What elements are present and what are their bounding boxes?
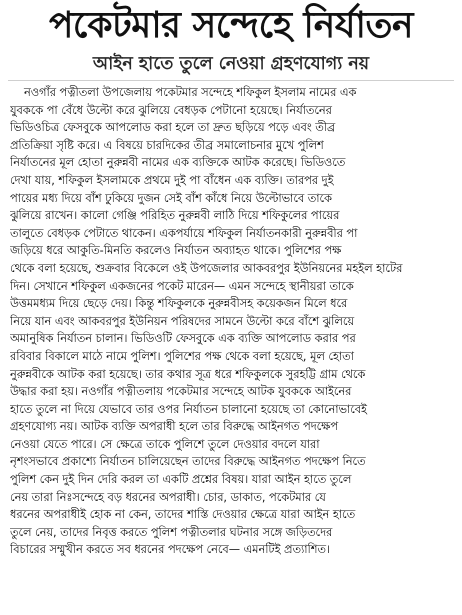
body-line: নির্যাতনের মূল হোতা নুরুন্নবী নামের এক ব্যক্তিকে আটক করেছে। ভিডিওতে [10,156,346,170]
body-line: থেকে বলা হয়েছে, শুক্রবার বিকেলে ওই উপজেলার আকবরপুর ইউনিয়নের মহইল হাটের [10,261,403,275]
body-line: উদ্ধার করা হয়। নওগাঁর পত্নীতলায় পকেটমার সন্দেহে আটক যুবককে আইনের [10,385,352,399]
body-line: নওগাঁর পত্নীতলা উপজেলায় পকেটমার সন্দেহে শফিকুল ইসলাম নামের এক [24,86,357,99]
body-line: দেখা যায়, শফিকুল ইসলামকে প্রথমে দুই পা বাঁধেন এক ব্যক্তি। তারপর দুই [10,173,334,187]
divider [8,80,454,81]
body-line: রবিবার বিকালে মাঠে নামে পুলিশ। পুলিশের পক্ষ থেকে বলা হয়েছে, মূল হোতা [10,349,354,363]
body-line: নিয়ে যান এবং আকবরপুর ইউনিয়ন পরিষদের সামনে উল্টো করে বাঁশে ঝুলিয়ে [10,314,355,328]
body-line: ধরনের অপরাধীই হোক না কেন, তাদের শাস্তি দেওয়ার ক্ষেত্রে যারা আইন হাতে [10,508,356,522]
body-line: নেওয়া যেতে পারে। সে ক্ষেত্রে তাকে পুলিশে তুলে দেওয়ার বদলে যারা [10,437,320,451]
headline: পকেটমার সন্দেহে নির্যাতন [49,5,413,46]
body-line: জড়িয়ে ধরে আকুতি-মিনতি করলেও নির্যাতন অব্যাহত থাকে। পুলিশের পক্ষ [10,244,342,258]
body-line: যুবককে পা বেঁধে উল্টো করে ঝুলিয়ে বেধড়ক পেটানো হয়েছে। নির্যাতনের [10,103,332,117]
body-line: নুরুন্নবীকে আটক করা হয়েছে। তার কথার সূত্র ধরে শফিকুলকে সুরহট্টি গ্রাম থেকে [10,367,366,381]
body-line: নৃশংসভাবে প্রকাশ্যে নির্যাতন চালিয়েছেন তাদের বিরুদ্ধে আইনগত পদক্ষেপ নিতে [10,455,366,469]
body-line: উত্তমমধ্যম দিয়ে ছেড়ে দেয়। কিন্তু শফিকুলকে নুরুন্নবীসহ কয়েকজন মিলে ধরে [10,297,348,311]
body-line: পুলিশ কেন দুই দিন দেরি করল তা একটি প্রশ্নের বিষয়। যারা আইন হাতে তুলে [10,473,352,487]
body-line: ঝুলিয়ে রাখেন। কালো গেঞ্জি পরিহিত নুরুন্নবী লাঠি দিয়ে শফিকুলের পায়ের [10,209,340,223]
body-line: নেয় তারা নিঃসন্দেহে বড় ধরনের অপরাধী। চোর, ডাকাত, পকেটমার যে [10,490,326,504]
body-line: তুলে নেয়, তাদের নিবৃত্ত করতে পুলিশ পত্নীতলার ঘটনার সঙ্গে জড়িতদের [10,525,333,539]
body-line: গ্রহণযোগ্য নয়। আটক ব্যক্তি অপরাধী হলে তার বিরুদ্ধে আইনগত পদক্ষেপ [10,420,339,434]
body-line: অমানুষিক নির্যাতন চালান। ভিডিওটি ফেসবুকে এক ব্যক্তি আপলোড করার পর [10,332,356,346]
article-body [10,84,452,559]
body-line: পায়ের মধ্য দিয়ে বাঁশ ঢুকিয়ে দুজন সেই বাঁশ কাঁধে নিয়ে উল্টোভাবে তাকে [10,191,332,205]
body-line: তালুতে বেধড়ক পেটাতে থাকেন। একপর্যায়ে শফিকুল নির্যাতনকারী নুরুন্নবীর পা [10,226,358,240]
body-line: ভিডিওচিত্র ফেসবুকে আপলোড করা হলে তা দ্রুত ছড়িয়ে পড়ে এবং তীব্র [10,121,336,135]
body-line: হাতে তুলে না দিয়ে যেভাবে তার ওপর নির্যাতন চালানো হয়েছে তা কোনোভাবেই [10,402,367,416]
body-line: দিন। সেখানে শফিকুল একজনের পকেট মারেন— এমন সন্দেহে স্থানীয়রা তাকে [10,279,354,293]
body-line: বিচারের সম্মুখীন করতে সব ধরনের পদক্ষেপ নেবে— এমনটিই প্রত্যাশিত। [10,543,330,557]
subheadline: আইন হাতে তুলে নেওয়া গ্রহণযোগ্য নয় [92,54,370,74]
body-line: প্রতিক্রিয়া সৃষ্টি করে। এ বিষয়ে চারদিকের তীব্র সমালোচনার মুখে পুলিশ [10,138,324,152]
